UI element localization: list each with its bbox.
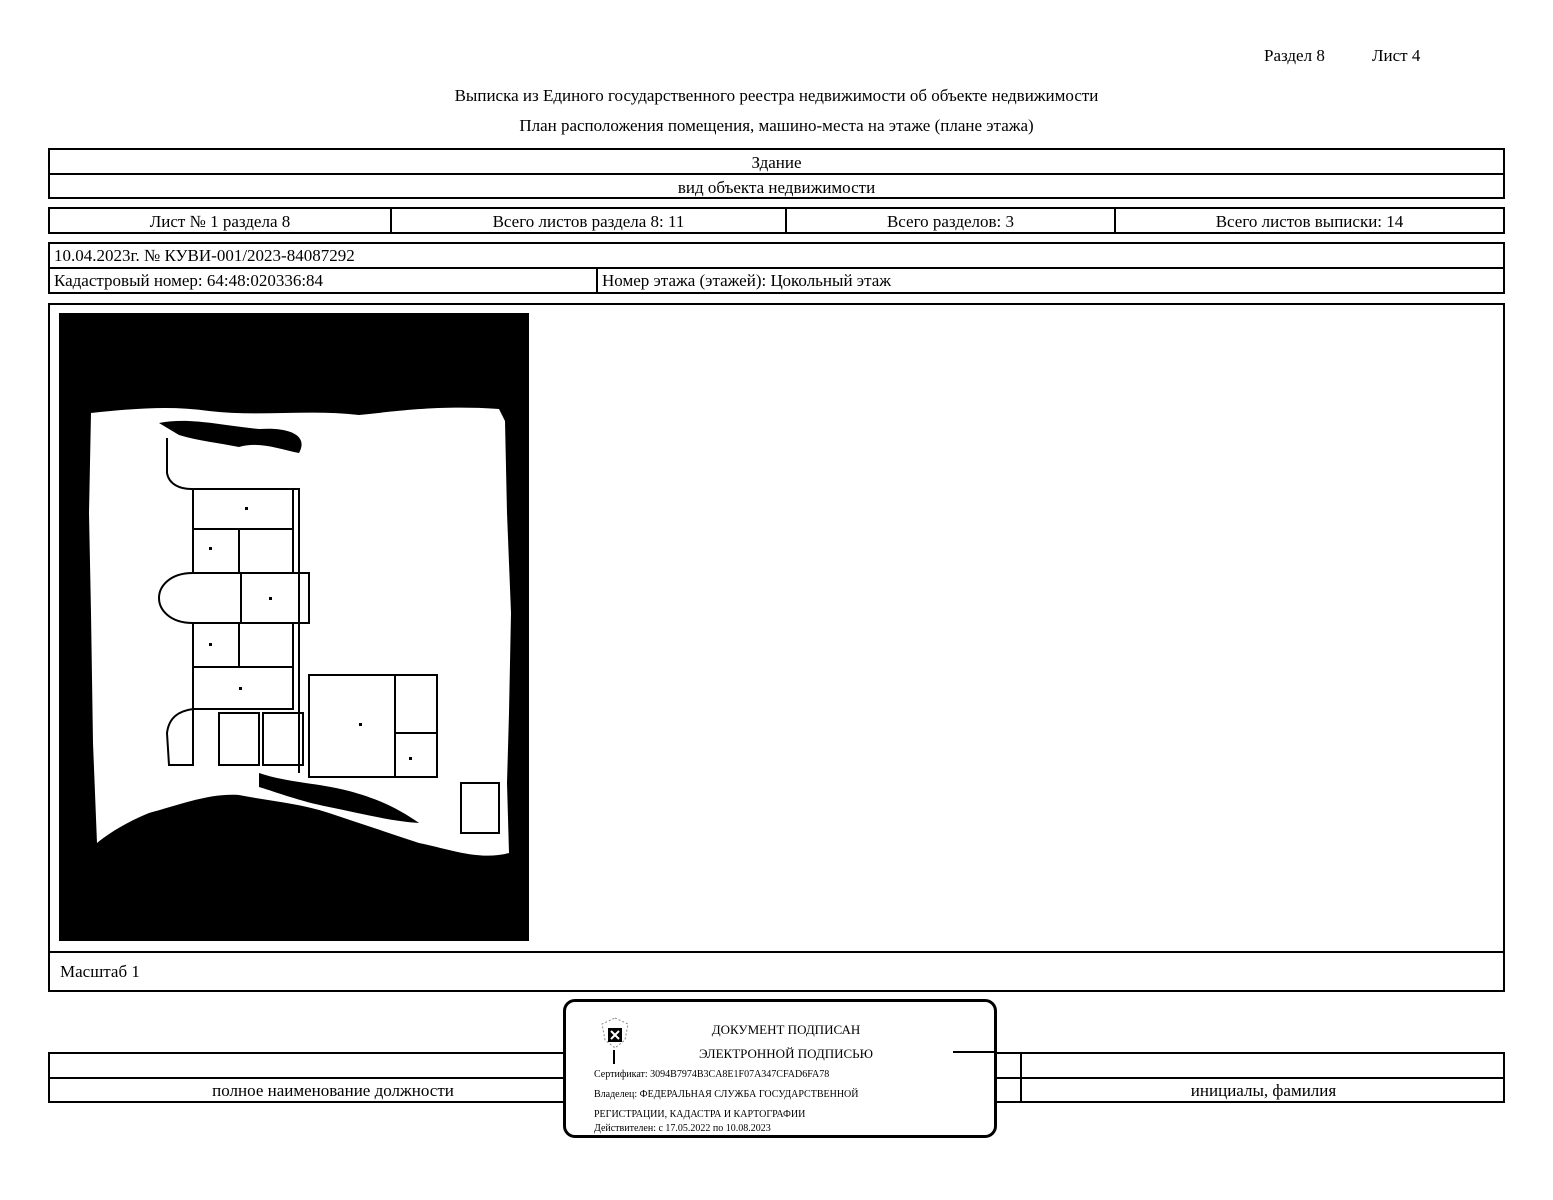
record-date-number: 10.04.2023г. № КУВИ-001/2023-84087292 (54, 246, 355, 265)
name-caption: инициалы, фамилия (1190, 1081, 1337, 1100)
total-sections-cell (785, 207, 1116, 234)
stamp-line2: ЭЛЕКТРОННОЙ ПОДПИСЬЮ (699, 1046, 873, 1061)
floor-plan-image (59, 313, 529, 941)
section-label: Раздел 8 (1264, 46, 1325, 65)
sheet-number-cell (48, 207, 392, 234)
sheet-number: Лист № 1 раздела 8 (149, 212, 291, 231)
e-signature-stamp (563, 999, 997, 1138)
total-sheets-section: Всего листов раздела 8: 11 (492, 212, 685, 231)
stamp-valid: Действителен: с 17.05.2022 по 10.08.2023 (594, 1123, 771, 1134)
total-sheets-section-cell (390, 207, 787, 234)
total-sections: Всего разделов: 3 (886, 212, 1015, 231)
stamp-owner-cont: РЕГИСТРАЦИИ, КАДАСТРА И КАРТОГРАФИИ (594, 1109, 806, 1120)
stamp-certificate: Сертификат: 3094B7974B3CA8E1F07A347CFAD6FA78 (594, 1069, 830, 1080)
record-date-cell (48, 242, 1505, 269)
object-type-caption: вид объекта недвижимости (677, 178, 876, 197)
stamp-line1: ДОКУМЕНТ ПОДПИСАН (711, 1022, 861, 1037)
cadastral-number: Кадастровый номер: 64:48:020336:84 (54, 271, 324, 290)
total-sheets-extract: Всего листов выписки: 14 (1215, 212, 1404, 231)
building-cell (48, 148, 1505, 175)
emblem-icon (598, 1016, 632, 1050)
document-title: Выписка из Единого государственного реестра недвижимости об объекте недвижимости (454, 86, 1099, 105)
floor-cell (596, 267, 1505, 294)
total-sheets-extract-cell (1114, 207, 1505, 234)
sheet-label: Лист 4 (1372, 46, 1421, 65)
object-type-cell (48, 173, 1505, 199)
stamp-line-right (953, 1051, 997, 1053)
scale-cell (48, 951, 1505, 992)
scale-label: Масштаб 1 (60, 962, 140, 981)
stamp-owner: Владелец: ФЕДЕРАЛЬНАЯ СЛУЖБА ГОСУДАРСТВЕННОЙ (594, 1089, 859, 1100)
document-subtitle: План расположения помещения, машино-места на этаже (плане этажа) (519, 116, 1034, 135)
position-caption: полное наименование должности (212, 1081, 454, 1100)
cadastral-cell (48, 267, 598, 294)
floor-number: Номер этажа (этажей): Цокольный этаж (602, 271, 892, 290)
building-value: Здание (751, 153, 802, 172)
stamp-tick (613, 1050, 615, 1064)
